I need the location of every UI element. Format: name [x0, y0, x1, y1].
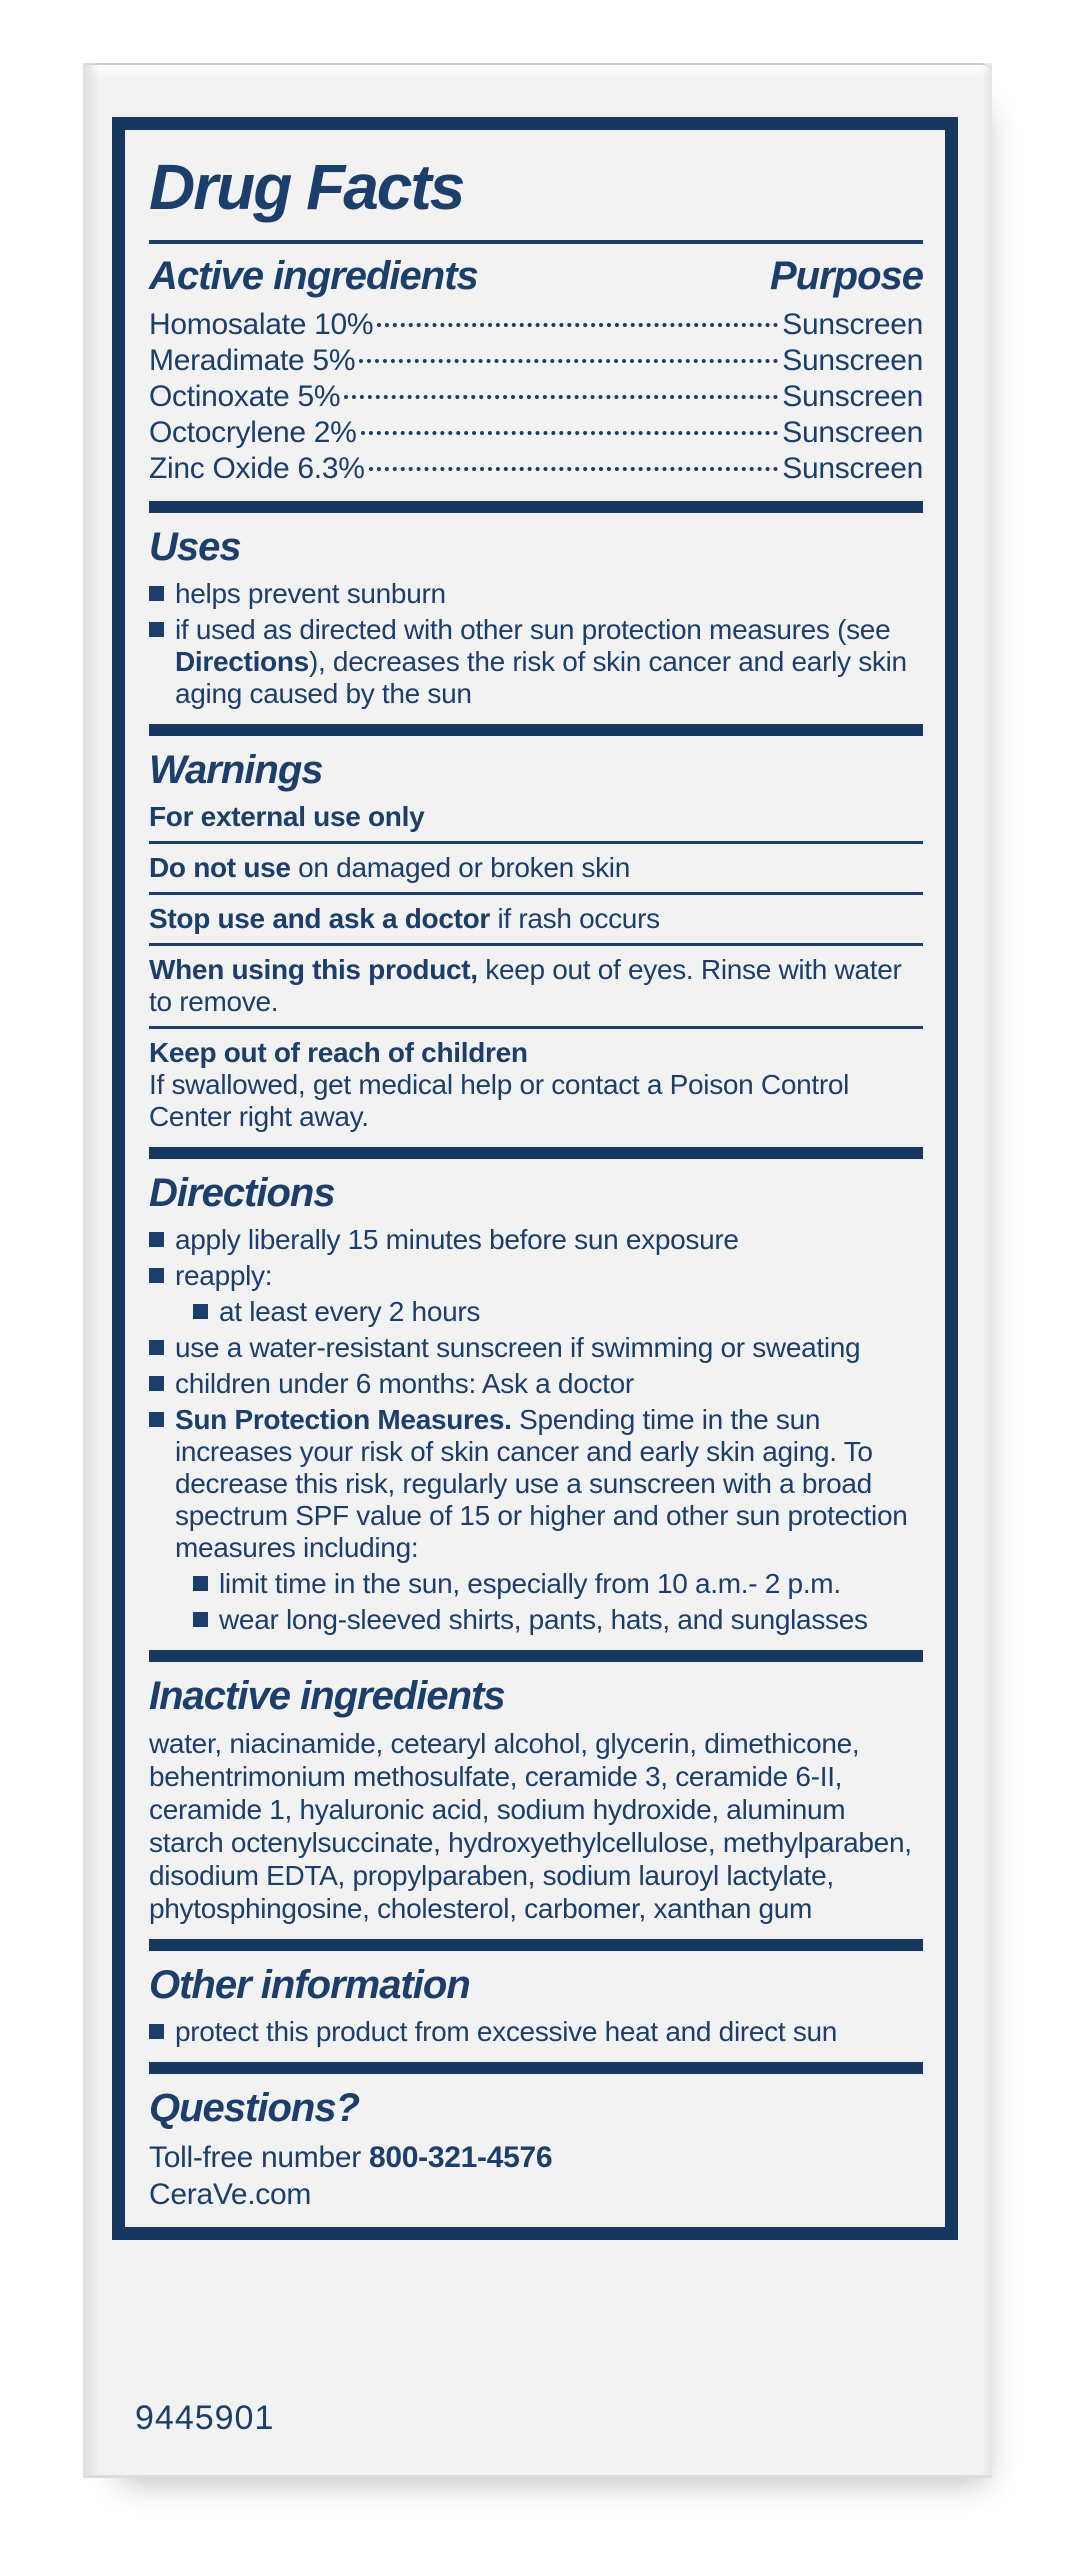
ingredient-purpose: Sunscreen [782, 416, 923, 449]
inactive-ingredients-text: water, niacinamide, cetearyl alcohol, glycerin, dimethicone, behentrimonium methosulfate, ceramide 3, ceramide 6-II, ceramide 1, hyaluronic acid, sodium hydroxide, aluminum starch octenylsuccinate, hydroxyethylcellulose, methylparaben, disodium EDTA, propylparaben, sodium lauroyl lactylate, phytosphingosine, cholesterol, carbomer, xanthan gum [149, 1728, 912, 1924]
ingredient-purpose: Sunscreen [782, 344, 923, 377]
warning-divider [149, 892, 923, 895]
dotted-leader [344, 395, 778, 399]
directions-bullet [149, 1404, 923, 1564]
directions-bullet [193, 1568, 923, 1600]
text-run: For external use only [149, 801, 425, 832]
warning-text [149, 903, 923, 935]
dotted-leader [359, 359, 778, 363]
bullet-square-icon [149, 1376, 164, 1391]
text-run: Sun Protection Measures. [175, 1404, 512, 1435]
text-run: When using this product, [149, 954, 478, 985]
ingredient-name: Zinc Oxide 6.3% [149, 452, 365, 485]
ingredient-purpose: Sunscreen [782, 452, 923, 485]
warning-item [149, 801, 923, 833]
section-divider [149, 1147, 923, 1159]
drug-facts-panel [112, 117, 958, 2240]
directions-heading: Directions [149, 1171, 335, 1215]
active-ingredients-heading: Active ingredients [149, 254, 478, 298]
dotted-leader [377, 323, 778, 327]
package-right-edge [982, 63, 992, 2478]
text-run: Spending time in the sun increases your risk of skin cancer and early skin aging. To decrease this risk, regularly use a sunscreen with a broad spectrum SPF value of 15 or higher and other sun protection measures including: [175, 1404, 908, 1563]
ingredient-purpose: Sunscreen [782, 380, 923, 413]
text-run: keep out of eyes. Rinse with water to remove. [149, 954, 902, 1017]
drug-facts-title: Drug Facts [149, 151, 464, 223]
active-ingredients-header [149, 254, 923, 299]
warning-divider [149, 1026, 923, 1029]
text-run: Stop use and ask a doctor [149, 903, 491, 934]
directions-bullet [149, 1224, 923, 1256]
warnings-list [149, 801, 923, 1133]
text-run: wear long-sleeved shirts, pants, hats, and sunglasses [219, 1604, 868, 1635]
warning-text [149, 1069, 923, 1133]
ingredient-row [149, 451, 923, 487]
bullet-square-icon [149, 1232, 164, 1247]
directions-bullet [149, 1260, 923, 1292]
text-run: at least every 2 hours [219, 1296, 481, 1327]
bullet-text [175, 614, 923, 710]
directions-bullet [149, 1368, 923, 1400]
text-run: Toll-free number [149, 2141, 369, 2174]
text-run: Do not use [149, 852, 291, 883]
bullet-text [175, 1404, 923, 1564]
questions-line [149, 2139, 923, 2176]
uses-list [149, 578, 923, 710]
directions-list [149, 1224, 923, 1636]
bullet-square-icon [193, 1612, 208, 1627]
directions-bullet [149, 1332, 923, 1364]
text-run: 800-321-4576 [369, 2141, 553, 2174]
bullet-square-icon [149, 1268, 164, 1283]
warning-text [149, 954, 923, 1018]
text-run: If swallowed, get medical help or contact a Poison Control Center right away. [149, 1069, 850, 1132]
bullet-square-icon [193, 1576, 208, 1591]
warning-text [149, 852, 923, 884]
warning-text [149, 1037, 923, 1069]
warning-divider [149, 841, 923, 844]
directions-bullet [193, 1604, 923, 1636]
bullet-text [175, 1332, 860, 1364]
ingredient-row [149, 307, 923, 343]
package-back-panel [83, 63, 992, 2478]
text-run: if rash occurs [490, 903, 660, 934]
warning-divider [149, 943, 923, 946]
questions-line [149, 2176, 923, 2213]
bullet-text [219, 1568, 841, 1600]
ingredient-name: Octocrylene 2% [149, 416, 357, 449]
bullet-square-icon [193, 1304, 208, 1319]
bullet-text [175, 1260, 272, 1292]
bullet-text [175, 578, 446, 610]
ingredient-row [149, 379, 923, 415]
uses-bullet [149, 578, 923, 610]
bullet-square-icon [149, 586, 164, 601]
title-divider [149, 240, 923, 244]
text-run: ), decreases the risk of skin cancer and early skin aging caused by the sun [175, 646, 907, 709]
warning-item [149, 852, 923, 884]
ingredient-purpose: Sunscreen [782, 308, 923, 341]
text-run: if used as directed with other sun protection measures (see [175, 614, 891, 645]
bullet-text [219, 1604, 868, 1636]
ingredient-name: Meradimate 5% [149, 344, 356, 377]
questions-lines [149, 2139, 923, 2213]
bullet-text [175, 1224, 739, 1256]
text-run: protect this product from excessive heat and direct sun [175, 2016, 838, 2047]
text-run: Directions [175, 646, 309, 677]
ingredient-row [149, 415, 923, 451]
text-run: reapply: [175, 1260, 273, 1291]
questions-heading: Questions? [149, 2086, 360, 2130]
bullet-text [175, 1368, 634, 1400]
text-run: children under 6 months: Ask a doctor [175, 1368, 634, 1399]
section-divider [149, 1650, 923, 1662]
ingredient-name: Octinoxate 5% [149, 380, 341, 413]
uses-heading: Uses [149, 525, 241, 569]
lot-code: 9445901 [135, 2399, 275, 2437]
other-information-list [149, 2016, 923, 2048]
bullet-square-icon [149, 1412, 164, 1427]
package-bottom-edge [83, 2475, 992, 2478]
section-divider [149, 724, 923, 736]
uses-bullet [149, 614, 923, 710]
text-run: apply liberally 15 minutes before sun exposure [175, 1224, 739, 1255]
text-run: helps prevent sunburn [175, 578, 446, 609]
ingredient-name: Homosalate 10% [149, 308, 374, 341]
bullet-square-icon [149, 622, 164, 637]
text-run: use a water-resistant sunscreen if swimming or sweating [175, 1332, 861, 1363]
bullet-text [175, 2016, 837, 2048]
warning-item [149, 903, 923, 935]
bullet-square-icon [149, 1340, 164, 1355]
bullet-text [219, 1296, 480, 1328]
ingredient-row [149, 343, 923, 379]
active-ingredients-table [149, 307, 923, 487]
dotted-leader [361, 431, 779, 435]
other-information-bullet [149, 2016, 923, 2048]
section-divider [149, 1939, 923, 1951]
warning-text [149, 801, 923, 833]
warning-item [149, 954, 923, 1018]
directions-bullet [193, 1296, 923, 1328]
purpose-heading: Purpose [769, 254, 923, 298]
bullet-square-icon [149, 2024, 164, 2039]
other-information-heading: Other information [149, 1963, 470, 2007]
text-run: CeraVe.com [149, 2178, 312, 2211]
text-run: limit time in the sun, especially from 10 a.m.- 2 p.m. [219, 1568, 841, 1599]
section-divider [149, 2062, 923, 2074]
dotted-leader [369, 467, 779, 471]
warning-item [149, 1037, 923, 1133]
text-run: on damaged or broken skin [290, 852, 630, 883]
text-run: Keep out of reach of children [149, 1037, 528, 1068]
inactive-ingredients-heading: Inactive ingredients [149, 1674, 505, 1718]
warnings-heading: Warnings [149, 748, 323, 792]
section-divider [149, 501, 923, 513]
